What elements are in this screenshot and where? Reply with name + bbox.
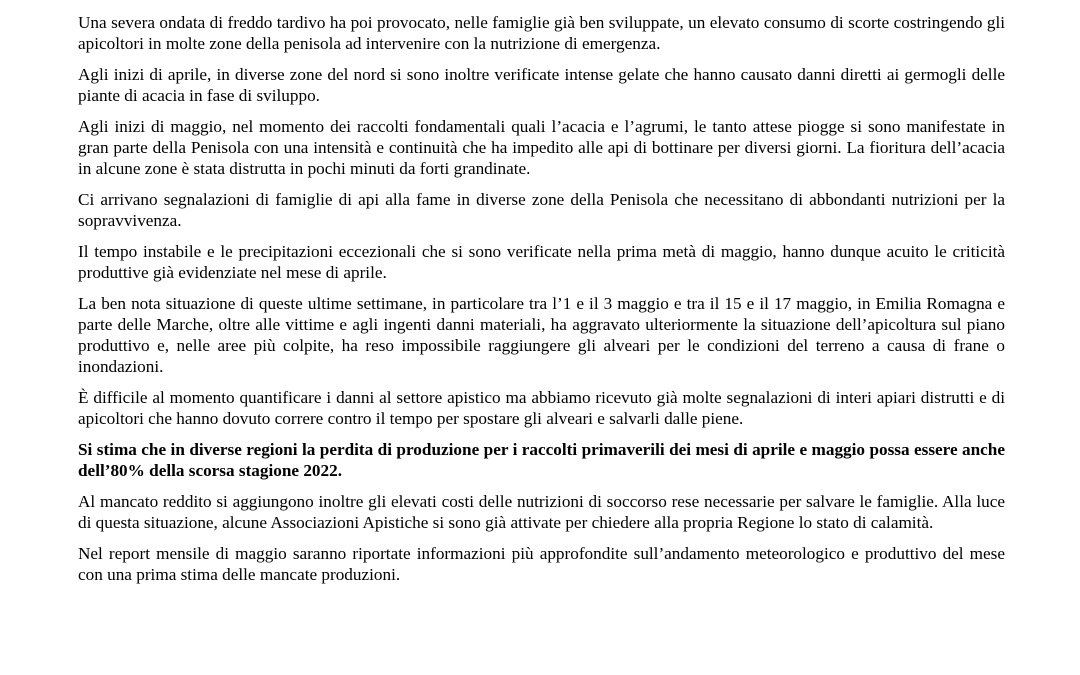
cutoff-previous-line [78,0,1005,2]
paragraph-monthly-report: Nel report mensile di maggio saranno riportate informazioni più approfondite sull’andamento meteorologico e produttivo del mese con una prima stima delle mancate produzioni. [78,544,1005,584]
paragraph-unstable-weather: Il tempo instabile e le precipitazioni eccezionali che si sono verificate nella prima metà di maggio, hanno dunque acuito le criticità produttive già evidenziate nel mese di aprile. [78,242,1005,282]
paragraph-may-rains: Agli inizi di maggio, nel momento dei raccolti fondamentali quali l’acacia e l’agrumi, le tanto attese piogge si sono manifestate in gran parte della Penisola con una intensità e continuità che ha impedito alle api di bottinare per diversi giorni. La fioritura dell’acacia in alcune zone è stata distrutta in pochi minuti da forti grandinate. [78,117,1005,178]
document-body [78,12,1005,595]
paragraph-emilia-romagna-floods: La ben nota situazione di queste ultime settimane, in particolare tra l’1 e il 3 maggio e tra il 15 e il 17 maggio, in Emilia Romagna e parte delle Marche, oltre alle vittime e agli ingenti danni materiali, ha aggravato ulteriormente la situazione dell’apicoltura sul piano produttivo e, nelle aree più colpite, ha reso impossibile raggiungere gli alveari per le condizioni del terreno a causa di frane o inondazioni. [78,294,1005,376]
paragraph-starving-colonies: Ci arrivano segnalazioni di famiglie di api alla fame in diverse zone della Penisola che necessitano di abbondanti nutrizioni per la sopravvivenza. [78,190,1005,230]
cutoff-line-fragment [78,0,1005,2]
paragraph-damage-quantification: È difficile al momento quantificare i danni al settore apistico ma abbiamo ricevuto già molte segnalazioni di interi apiari distrutti e di apicoltori che hanno dovuto correre contro il tempo per spostare gli alveari e salvarli dalle piene. [78,388,1005,428]
paragraph-april-frosts: Agli inizi di aprile, in diverse zone del nord si sono inoltre verificate intense gelate che hanno causato danni diretti ai germogli delle piante di acacia in fase di sviluppo. [78,65,1005,105]
paragraph-late-frost: Una severa ondata di freddo tardivo ha poi provocato, nelle famiglie già ben sviluppate, un elevato consumo di scorte costringendo gli apicoltori in molte zone della penisola ad intervenire con la nutrizione di emergenza. [78,13,1005,53]
document-page [78,0,1005,675]
paragraph-rescue-feeding-costs: Al mancato reddito si aggiungono inoltre gli elevati costi delle nutrizioni di soccorso rese necessarie per salvare le famiglie. Alla luce di questa situazione, alcune Associazioni Apistiche si sono già attivate per chiedere alla propria Regione lo stato di calamità. [78,492,1005,532]
paragraph-production-loss-estimate: Si stima che in diverse regioni la perdita di produzione per i raccolti primaverili dei mesi di aprile e maggio possa essere anche dell’80% della scorsa stagione 2022. [78,440,1005,480]
